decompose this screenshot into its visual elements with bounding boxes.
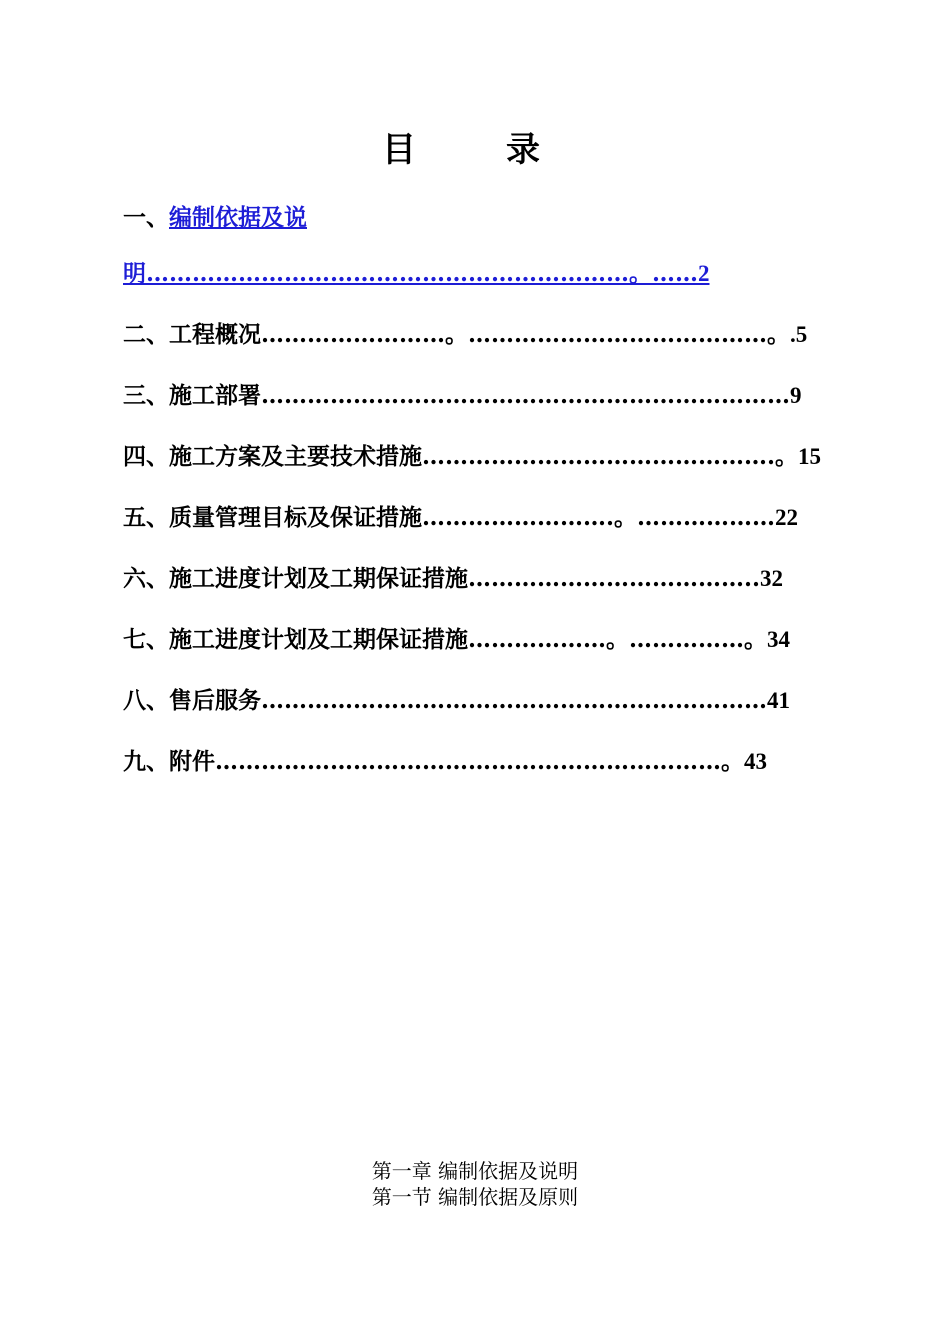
- toc-entry-page: 43: [744, 749, 767, 774]
- toc-entry-page: 34: [767, 627, 790, 652]
- toc-entry-dots: ………………。……………。: [468, 626, 767, 653]
- toc-entry-page: 9: [790, 383, 802, 408]
- toc-entry-number: 七、: [123, 626, 169, 653]
- toc-entry-page: 15: [798, 444, 822, 469]
- toc-entry-number: 三、: [123, 382, 169, 409]
- toc-entry-4: [123, 429, 835, 485]
- toc-entry-1[interactable]: [123, 190, 835, 302]
- toc-entry-page: .5: [790, 322, 808, 347]
- toc-entry-dots: ……………………。…………………………………。: [261, 321, 790, 348]
- toc-entry-page[interactable]: 2: [698, 261, 710, 286]
- toc-entry-link[interactable]: 编制依据及说明: [123, 204, 307, 287]
- toc-entry-text: 附件: [169, 748, 215, 775]
- toc-entry-number: 八、: [123, 687, 169, 714]
- toc-entry-number: 一、: [123, 204, 169, 231]
- toc-entry-page: 22: [775, 505, 799, 530]
- toc-entry-number: 九、: [123, 748, 169, 775]
- chapter-heading: [0, 1158, 950, 1210]
- chapter-title: 第一章 编制依据及说明: [371, 1159, 579, 1183]
- toc-entry-text: 施工进度计划及工期保证措施: [169, 626, 468, 653]
- toc-entry-text: 质量管理目标及保证措施: [169, 504, 422, 531]
- toc-entry-dots: …………………………………………………………。: [215, 748, 744, 775]
- toc-entry-dots: ……………………………………….。: [422, 443, 799, 470]
- toc-entry-text: 售后服务: [169, 687, 261, 714]
- toc-entry-3: [123, 368, 835, 424]
- section-title: 第一节 编制依据及原则: [371, 1185, 579, 1209]
- toc-entry-2: [123, 307, 835, 363]
- toc-title: 目 录: [382, 130, 568, 170]
- toc-entry-number: 二、: [123, 321, 169, 348]
- toc-entry-6: [123, 551, 835, 607]
- toc-entry-text: 施工进度计划及工期保证措施: [169, 565, 468, 592]
- table-of-contents: [123, 190, 835, 795]
- toc-entry-text: 工程概况: [169, 321, 261, 348]
- toc-entry-text: 施工部署: [169, 382, 261, 409]
- toc-entry-number: 五、: [123, 504, 169, 531]
- toc-entry-7: [123, 612, 835, 668]
- toc-entry-dots: ……………………………………………………………: [261, 382, 790, 409]
- toc-entry-8: [123, 673, 835, 729]
- toc-entry-dots: ………………………………..: [468, 565, 761, 592]
- toc-entry-page: 32: [760, 566, 784, 591]
- toc-entry-9: [123, 734, 835, 790]
- toc-entry-page: 41: [767, 688, 790, 713]
- toc-entry-dots: …………………………………………………………: [261, 687, 767, 714]
- toc-entry-5: [123, 490, 835, 546]
- toc-entry-text: 施工方案及主要技术措施: [169, 443, 422, 470]
- toc-entry-dots: …………………….。………………: [422, 504, 776, 531]
- toc-entry-dots: ………………………………………………………。……: [146, 260, 698, 287]
- toc-entry-number: 六、: [123, 565, 169, 592]
- toc-entry-number: 四、: [123, 443, 169, 470]
